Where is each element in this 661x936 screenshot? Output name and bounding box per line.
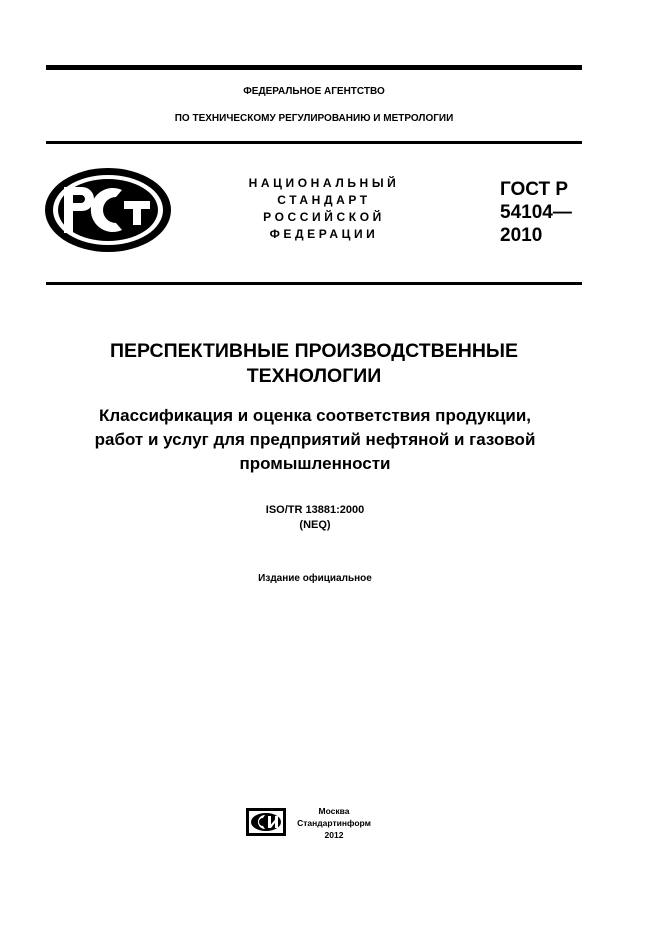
edition-note: Издание официальное	[258, 573, 372, 584]
document-subtitle-line-2: работ и услуг для предприятий нефтяной и газовой	[94, 430, 536, 449]
publisher-name: Стандартинформ	[297, 818, 371, 828]
publisher-city: Москва	[318, 806, 350, 816]
agency-line-2: ПО ТЕХНИЧЕСКОМУ РЕГУЛИРОВАНИЮ И МЕТРОЛОГИИ	[174, 113, 454, 124]
standartinform-logo-icon	[246, 808, 286, 836]
header-rule	[46, 141, 582, 144]
equivalence-code: (NEQ)	[299, 519, 331, 531]
national-standard-line-4: ФЕДЕРАЦИИ	[269, 227, 379, 241]
iso-reference: ISO/TR 13881:2000	[265, 504, 365, 516]
designation-line-3: 2010	[500, 225, 543, 246]
rst-logo-icon	[42, 165, 174, 255]
top-rule	[46, 65, 582, 70]
national-standard-line-1: НАЦИОНАЛЬНЫЙ	[248, 176, 400, 190]
national-standard-line-2: СТАНДАРТ	[277, 193, 371, 207]
publication-year: 2012	[324, 830, 344, 840]
designation-line-1: ГОСТ Р	[500, 179, 569, 200]
document-title-line-1: ПЕРСПЕКТИВНЫЕ ПРОИЗВОДСТВЕННЫЕ	[109, 340, 519, 362]
document-subtitle-line-3: промышленности	[239, 454, 391, 473]
designation-line-2: 54104—	[500, 202, 572, 223]
national-standard-line-3: РОССИЙСКОЙ	[263, 210, 385, 224]
document-subtitle-line-1: Классификация и оценка соответствия продукции,	[98, 406, 532, 425]
agency-line-1: ФЕДЕРАЛЬНОЕ АГЕНТСТВО	[243, 86, 385, 97]
document-title-line-2: ТЕХНОЛОГИИ	[246, 365, 382, 387]
designation-rule	[46, 282, 582, 285]
